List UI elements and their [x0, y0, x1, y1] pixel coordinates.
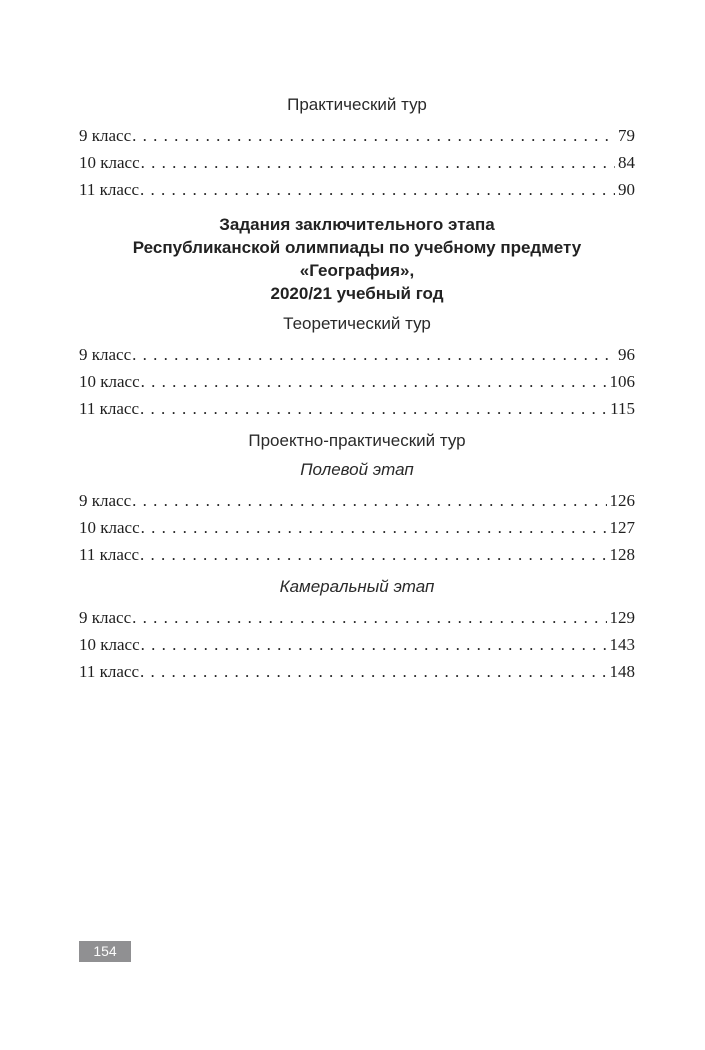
toc-entry-label: 10 класс [79, 153, 140, 172]
toc-entry-page: 143 [609, 635, 635, 654]
toc-entry-page: 96 [618, 345, 635, 364]
toc-entry-page: 129 [609, 608, 635, 627]
toc-entry-page: 90 [618, 180, 635, 199]
dot-leader [132, 487, 606, 514]
toc-entry-page: 127 [609, 518, 635, 537]
dot-leader [132, 122, 615, 149]
dot-leader [140, 541, 607, 568]
toc-entry-page: 148 [609, 662, 635, 681]
toc-entry-label: 11 класс [79, 399, 139, 418]
dot-leader [140, 395, 607, 422]
dot-leader [141, 368, 607, 395]
toc-entry-label: 9 класс [79, 126, 132, 145]
toc-entry-label: 10 класс [79, 635, 140, 654]
toc-entry [79, 487, 635, 514]
subsection-title-field-stage: Полевой этап [300, 460, 414, 479]
dot-leader [141, 514, 607, 541]
final-stage-heading [79, 213, 635, 305]
toc-entry [79, 658, 635, 685]
toc-entry [79, 395, 635, 422]
final-stage-heading-line2: Республиканской олимпиады по учебному предмету «География», [132, 238, 582, 280]
toc-entry [79, 604, 635, 631]
section-title-theoretical-tour: Теоретический тур [283, 314, 431, 333]
toc-entry-label: 11 класс [79, 545, 139, 564]
final-stage-heading-line3: 2020/21 учебный год [270, 284, 444, 303]
toc-entry [79, 341, 635, 368]
toc-entry-page: 128 [609, 545, 635, 564]
toc-entry-page: 126 [609, 491, 635, 510]
toc-entry [79, 122, 635, 149]
section-title-practical-tour: Практический тур [287, 95, 427, 114]
toc-entry-label: 11 класс [79, 662, 139, 681]
dot-leader [140, 176, 615, 203]
page-number-badge: 154 [79, 941, 131, 962]
dot-leader [132, 604, 606, 631]
toc-entry-label: 9 класс [79, 345, 132, 364]
toc-entry [79, 541, 635, 568]
toc-entry-label: 10 класс [79, 518, 140, 537]
toc-entry [79, 368, 635, 395]
toc-entry [79, 149, 635, 176]
toc-entry-page: 115 [610, 399, 635, 418]
toc-entry [79, 631, 635, 658]
toc-entry-label: 11 класс [79, 180, 139, 199]
toc-entry [79, 176, 635, 203]
dot-leader [141, 631, 607, 658]
final-stage-heading-line1: Задания заключительного этапа [219, 215, 495, 234]
toc-entry-page: 79 [618, 126, 635, 145]
toc-entry-label: 9 класс [79, 608, 132, 627]
dot-leader [132, 341, 615, 368]
section-title-project-practical-tour: Проектно-практический тур [248, 431, 466, 450]
toc-entry-label: 9 класс [79, 491, 132, 510]
toc-entry-page: 106 [609, 372, 635, 391]
dot-leader [141, 149, 615, 176]
toc-entry-label: 10 класс [79, 372, 140, 391]
dot-leader [140, 658, 607, 685]
subsection-title-desk-stage: Камеральный этап [279, 577, 435, 596]
toc-entry-page: 84 [618, 153, 635, 172]
toc-entry [79, 514, 635, 541]
